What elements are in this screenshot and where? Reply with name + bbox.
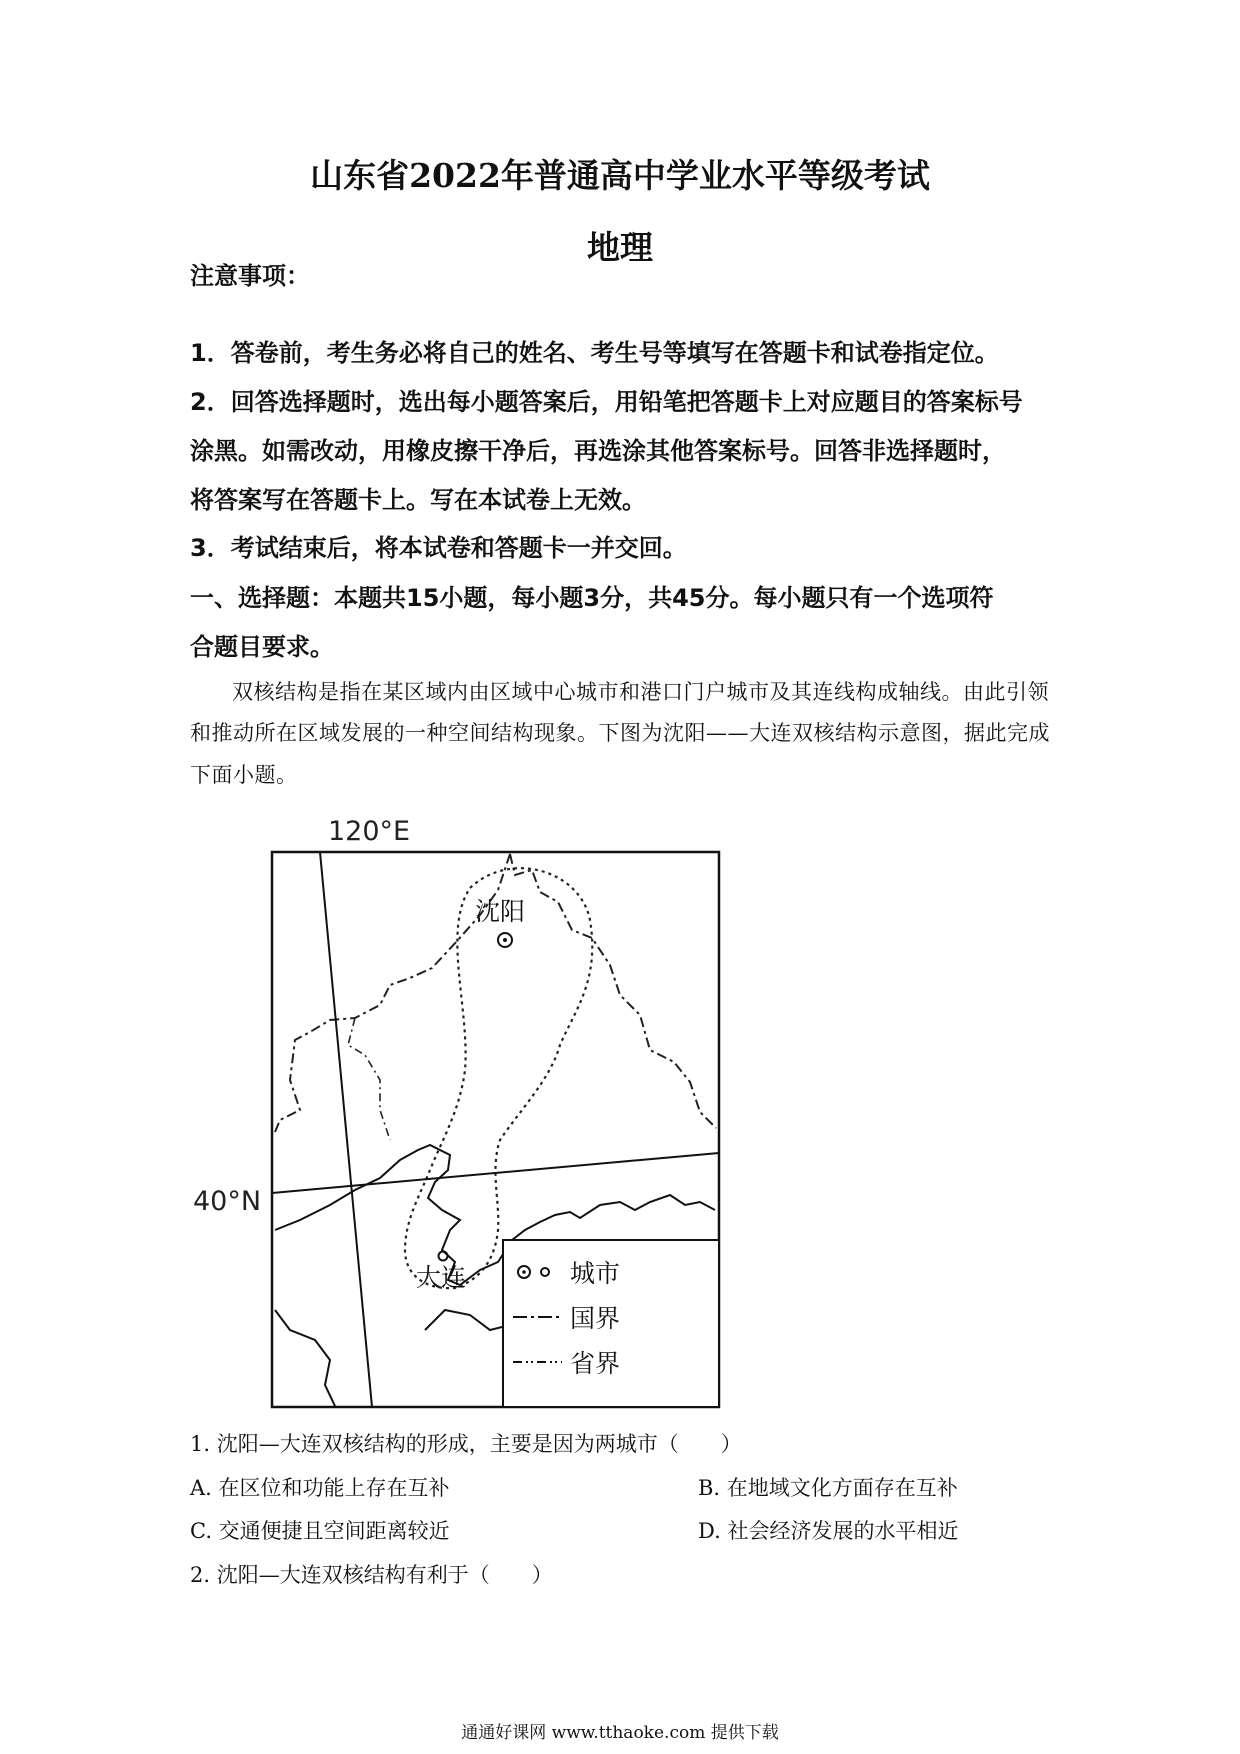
question-1-option-b: B. 在地域文化方面存在互补: [698, 1476, 958, 1500]
page-title: 山东省2022年普通高中学业水平等级考试: [310, 156, 930, 195]
city-label-shenyang: 沈阳: [475, 897, 526, 926]
section-heading: 一、选择题：本题共15小题，每小题3分，共45分。每小题只有一个选项符: [190, 584, 994, 612]
question-1-option-d: D. 社会经济发展的水平相近: [698, 1519, 959, 1543]
notice-item-1: 1．答卷前，考生务必将自己的姓名、考生号等填写在答题卡和试卷指定位。: [190, 339, 999, 367]
question-2-stem: 2. 沈阳—大连双核结构有利于（ ）: [190, 1563, 553, 1587]
meridian-120e: [320, 852, 372, 1407]
shenyang-dalian-map: [180, 810, 740, 1420]
question-1-option-a: A. 在区位和功能上存在互补: [190, 1476, 450, 1500]
notice-item-3: 3．考试结束后，将本试卷和答题卡一并交回。: [190, 534, 687, 562]
provincial-border-east: [510, 854, 716, 1128]
page-footer: 通通好课网 www.tthaoke.com 提供下载: [461, 1723, 779, 1743]
legend-city-icon-dot: [522, 1270, 526, 1274]
notice-item-2-cont2: 将答案写在答题卡上。写在本试卷上无效。: [190, 486, 646, 514]
provincial-border-inner: [348, 1018, 390, 1140]
latitude-label: 40°N: [193, 1186, 262, 1217]
city-marker-shenyang-dot: [503, 938, 507, 942]
question-1-stem: 1. 沈阳—大连双核结构的形成，主要是因为两城市（ ）: [190, 1432, 742, 1456]
city-marker-dalian: [439, 1252, 448, 1261]
provincial-border-west: [275, 854, 510, 1132]
passage-line-2: 和推动所在区域发展的一种空间结构现象。下图为沈阳——大连双核结构示意图，据此完成: [190, 721, 1050, 745]
passage-line-1: 双核结构是指在某区域内由区域中心城市和港口门户城市及其连线构成轴线。由此引领: [232, 680, 1049, 704]
double-core-outline: [405, 868, 592, 1288]
notice-item-2: 2．回答选择题时，选出每小题答案后，用铅笔把答题卡上对应题目的答案标号: [190, 388, 1023, 416]
notice-heading: 注意事项：: [190, 262, 310, 290]
section-heading-cont: 合题目要求。: [190, 633, 334, 661]
legend-city-label: 城市: [570, 1259, 621, 1288]
coastline-south: [275, 1310, 335, 1406]
passage-line-3: 下面小题。: [190, 763, 298, 787]
city-label-dalian: 大连: [416, 1263, 467, 1292]
legend-provincial-border-label: 省界: [570, 1349, 621, 1378]
longitude-label: 120°E: [328, 816, 411, 847]
notice-item-2-cont: 涂黑。如需改动，用橡皮擦干净后，再选涂其他答案标号。回答非选择题时，: [190, 437, 1006, 465]
question-1-option-c: C. 交通便捷且空间距离较近: [190, 1519, 450, 1543]
subject-title: 地理: [587, 228, 653, 267]
legend-national-border-label: 国界: [570, 1304, 621, 1333]
